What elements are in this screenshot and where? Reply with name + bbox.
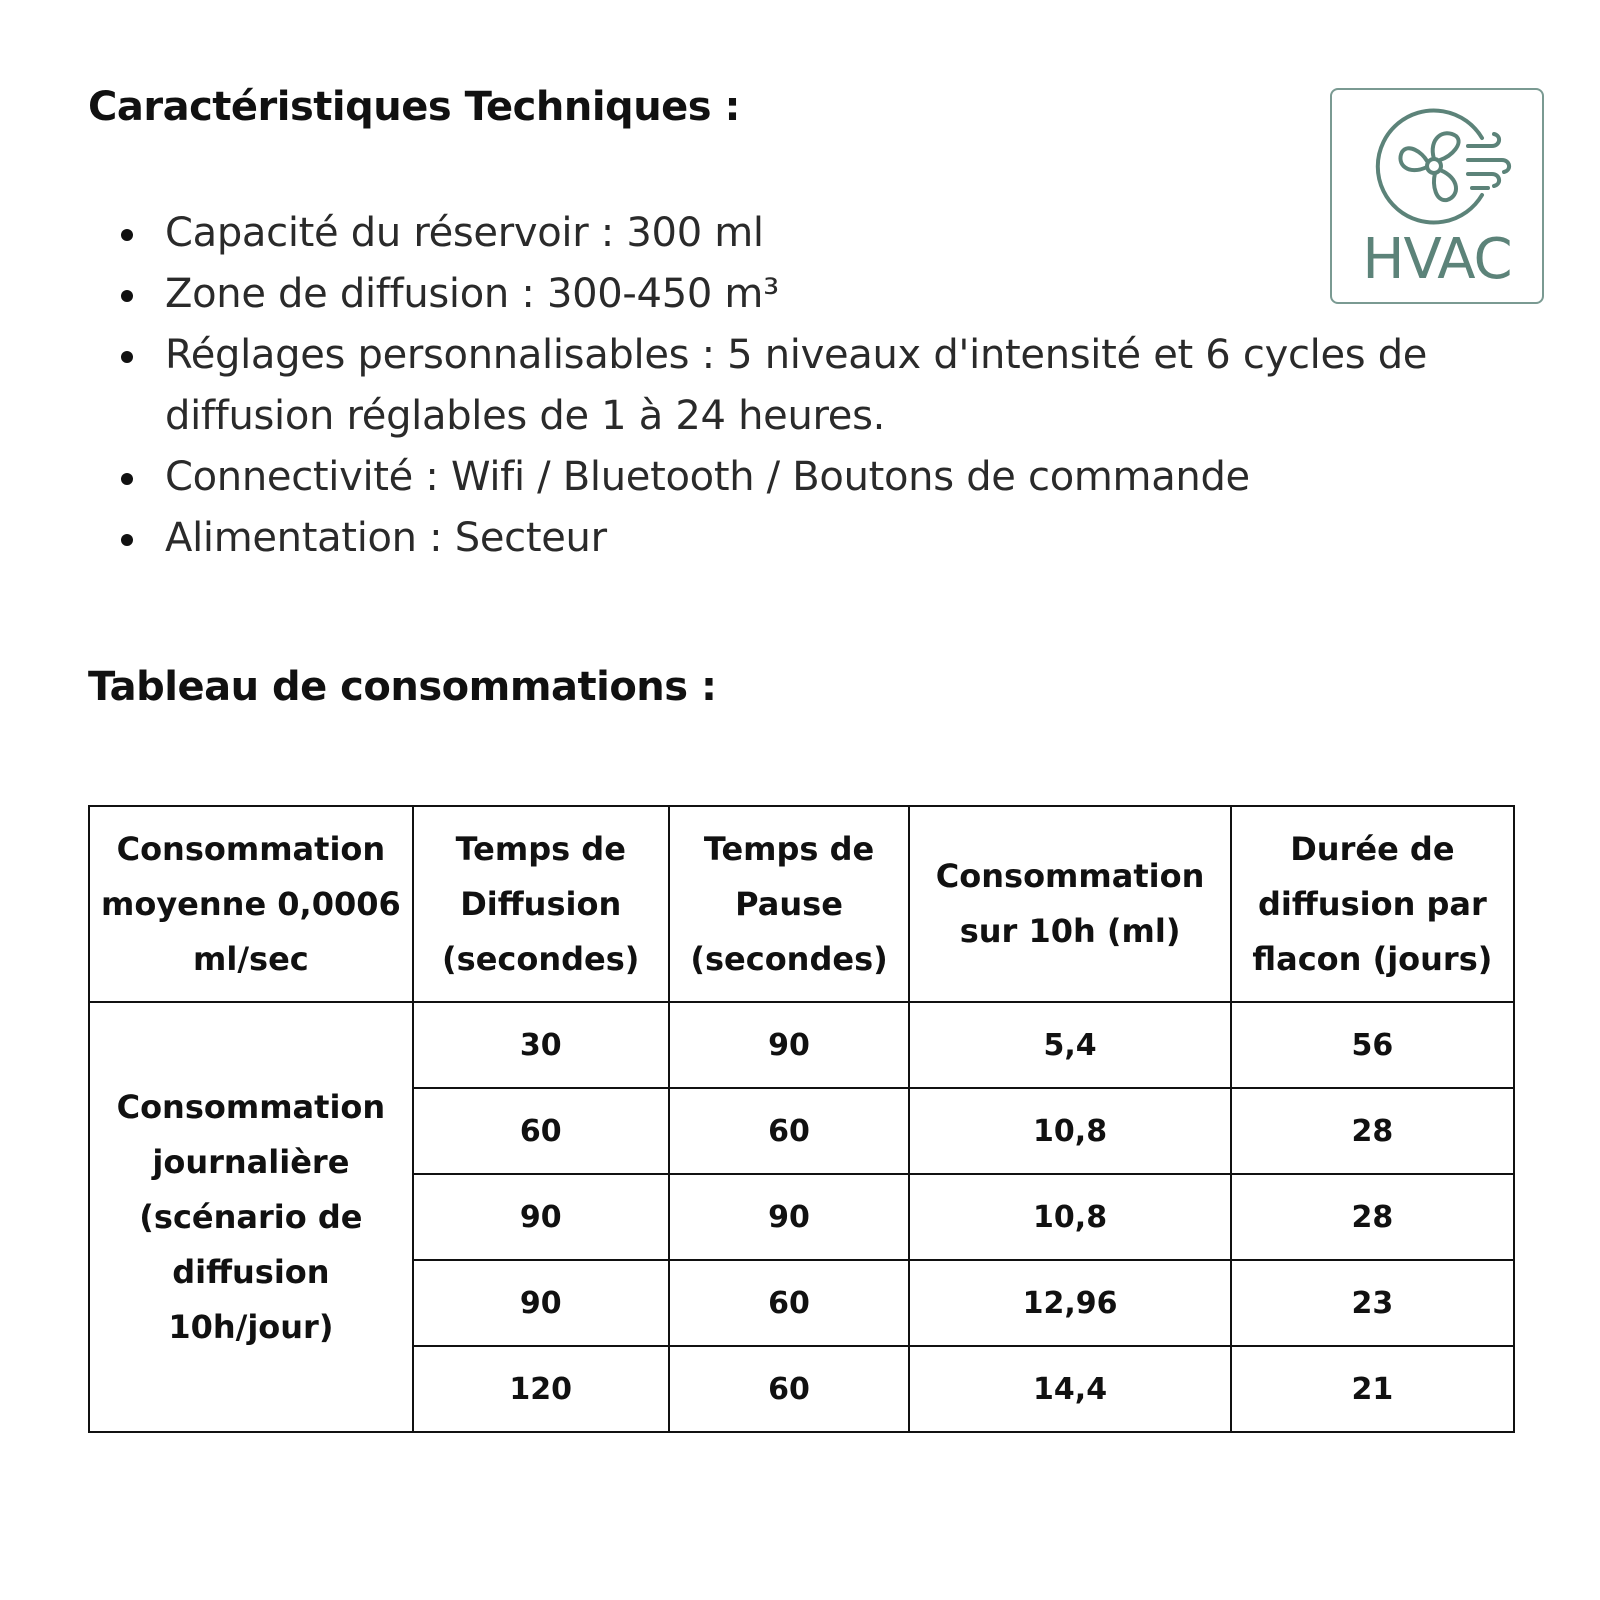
spec-text: Alimentation : Secteur — [165, 515, 607, 561]
bullet-icon — [121, 229, 133, 241]
spec-item-connectivity — [88, 447, 1508, 508]
header-diffusion-time: Temps de Diffusion (secondes) — [413, 806, 669, 1002]
cell-duration: 21 — [1231, 1346, 1514, 1432]
table-row — [89, 1002, 1514, 1088]
cell-diffusion-time: 120 — [413, 1346, 669, 1432]
hvac-logo — [1330, 88, 1544, 304]
fan-airflow-icon — [1332, 90, 1542, 230]
cell-consumption: 14,4 — [909, 1346, 1230, 1432]
cell-pause-time: 60 — [669, 1088, 910, 1174]
table-header-row — [89, 806, 1514, 1002]
row-label-daily-consumption: Consommation journalière (scénario de diffusion 10h/jour) — [89, 1002, 413, 1432]
bullet-icon — [121, 534, 133, 546]
header-duration-per-bottle: Durée de diffusion par flacon (jours) — [1231, 806, 1514, 1002]
cell-consumption: 5,4 — [909, 1002, 1230, 1088]
cell-pause-time: 90 — [669, 1174, 910, 1260]
cell-diffusion-time: 90 — [413, 1174, 669, 1260]
spec-text: Capacité du réservoir : 300 ml — [165, 210, 764, 256]
cell-diffusion-time: 30 — [413, 1002, 669, 1088]
cell-duration: 28 — [1231, 1174, 1514, 1260]
cell-consumption: 10,8 — [909, 1088, 1230, 1174]
specs-list — [88, 203, 1508, 569]
spec-item-power — [88, 508, 1508, 569]
table-title: Tableau de consommations : — [88, 664, 717, 710]
consumption-table — [88, 805, 1515, 1433]
cell-diffusion-time: 60 — [413, 1088, 669, 1174]
spec-text: Connectivité : Wifi / Bluetooth / Boutons de commande — [165, 454, 1250, 500]
bullet-icon — [121, 290, 133, 302]
header-pause-time: Temps de Pause (secondes) — [669, 806, 910, 1002]
bullet-icon — [121, 351, 133, 363]
spec-item-capacity — [88, 203, 1508, 264]
logo-text: HVAC — [1362, 227, 1512, 292]
cell-duration: 23 — [1231, 1260, 1514, 1346]
specs-title: Caractéristiques Techniques : — [88, 84, 741, 130]
cell-consumption: 10,8 — [909, 1174, 1230, 1260]
header-average-consumption: Consommation moyenne 0,0006 ml/sec — [89, 806, 413, 1002]
header-consumption-10h: Consommation sur 10h (ml) — [909, 806, 1230, 1002]
spec-item-settings — [88, 325, 1508, 447]
cell-duration: 28 — [1231, 1088, 1514, 1174]
cell-pause-time: 60 — [669, 1260, 910, 1346]
spec-item-zone — [88, 264, 1508, 325]
spec-text: Réglages personnalisables : 5 niveaux d'intensité et 6 cycles de diffusion réglables de 1 à 24 heures. — [165, 332, 1428, 439]
cell-diffusion-time: 90 — [413, 1260, 669, 1346]
cell-consumption: 12,96 — [909, 1260, 1230, 1346]
cell-duration: 56 — [1231, 1002, 1514, 1088]
spec-text: Zone de diffusion : 300-450 m³ — [165, 271, 779, 317]
cell-pause-time: 90 — [669, 1002, 910, 1088]
cell-pause-time: 60 — [669, 1346, 910, 1432]
bullet-icon — [121, 473, 133, 485]
